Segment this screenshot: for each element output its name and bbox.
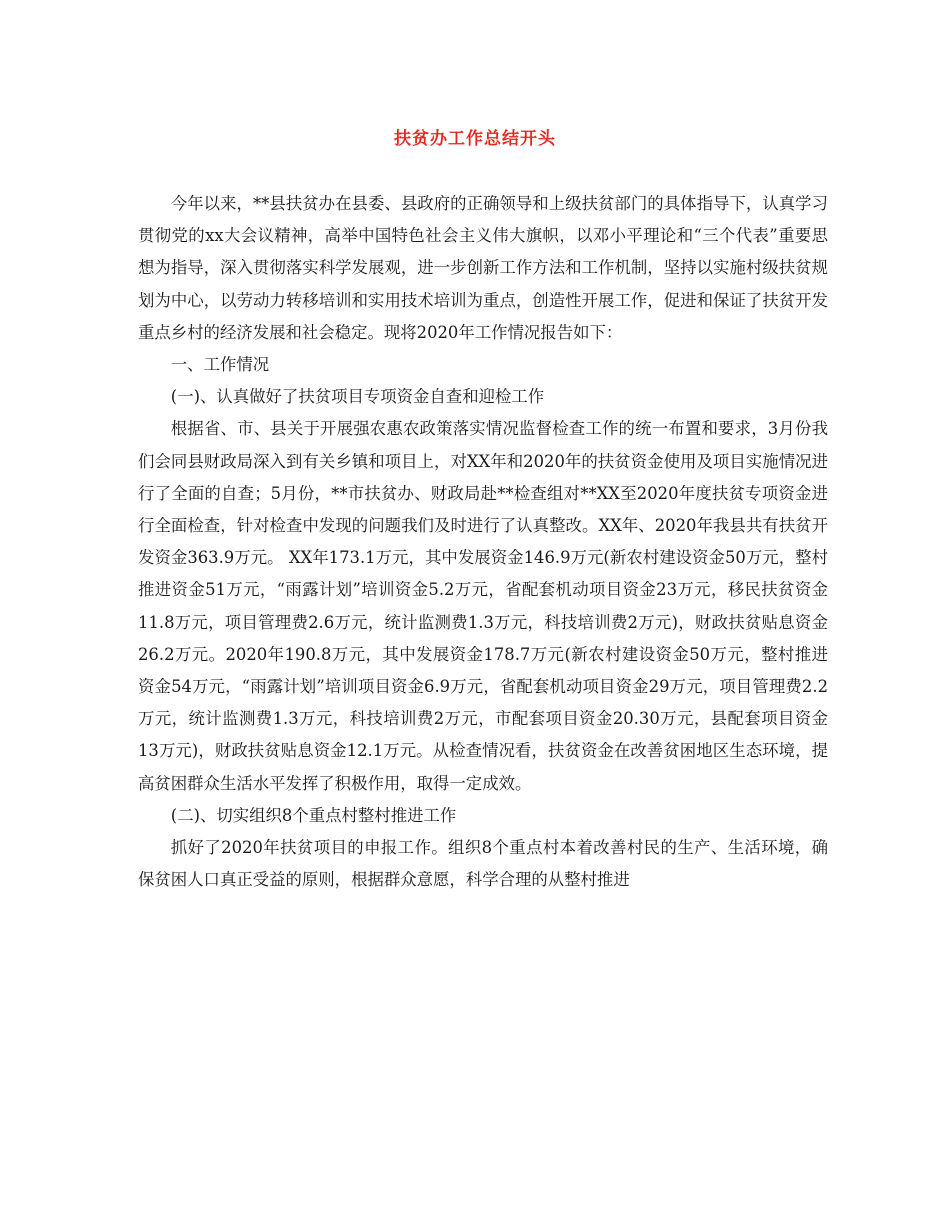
subsection-heading-2: (二)、切实组织8个重点村整村推进工作	[170, 805, 457, 825]
section-heading-work-status: 一、工作情况	[170, 355, 270, 375]
paragraph-village-advancement: 抓好了2020年扶贫项目的申报工作。组织8个重点村本着改善村民的生产、生活环境，确保贫困人口真正受益的原则，根据群众意愿，科学合理的从整村推进	[138, 838, 828, 890]
subsection-heading-1: (一)、认真做好了扶贫项目专项资金自查和迎检工作	[170, 387, 545, 407]
paragraph-intro: 今年以来，**县扶贫办在县委、县政府的正确领导和上级扶贫部门的具体指导下，认真学习贯彻党的xx大会议精神，高举中国特色社会主义伟大旗帜，以邓小平理论和“三个代表”重要思想为指导，深入贯彻落实科学发展观，进一步创新工作方法和工作机制，坚持以实施村级扶贫规划为中心，以劳动力转移培训和实用技术培训为重点，创造性开展工作，促进和保证了扶贫开发重点乡村的经济发展和社会稳定。现将2020年工作情况报告如下：	[138, 194, 828, 342]
document-title: 扶贫办工作总结开头	[394, 129, 556, 149]
paragraph-funds-inspection: 根据省、市、县关于开展强农惠农政策落实情况监督检查工作的统一布置和要求，3月份我们会同县财政局深入到有关乡镇和项目上，对XX年和2020年的扶贫资金使用及项目实施情况进行了全面的自查；5月份，**市扶贫办、财政局赴**检查组对**XX至2020年度扶贫专项资金进行全面检查，针对检查中发现的问题我们及时进行了认真整改。XX年、2020年我县共有扶贫开发资金363.9万元。 XX年173.1万元，其中发展资金146.9万元(新农村建设资金50万元，整村推进资金51万元，“雨露计划”培训资金5.2万元，省配套机动项目资金23万元，移民扶贫资金11.8万元，项目管理费2.6万元，统计监测费1.3万元，科技培训费2万元)，财政扶贫贴息资金26.2万元。2020年190.8万元，其中发展资金178.7万元(新农村建设资金50万元，整村推进资金54万元，“雨露计划”培训项目资金6.9万元，省配套机动项目资金29万元，项目管理费2.2万元，统计监测费1.3万元，科技培训费2万元，市配套项目资金20.30万元，县配套项目资金13万元)，财政扶贫贴息资金12.1万元。从检查情况看，扶贫资金在改善贫困地区生态环境，提高贫困群众生活水平发挥了积极作用，取得一定成效。	[138, 419, 828, 793]
document-body	[138, 188, 828, 896]
